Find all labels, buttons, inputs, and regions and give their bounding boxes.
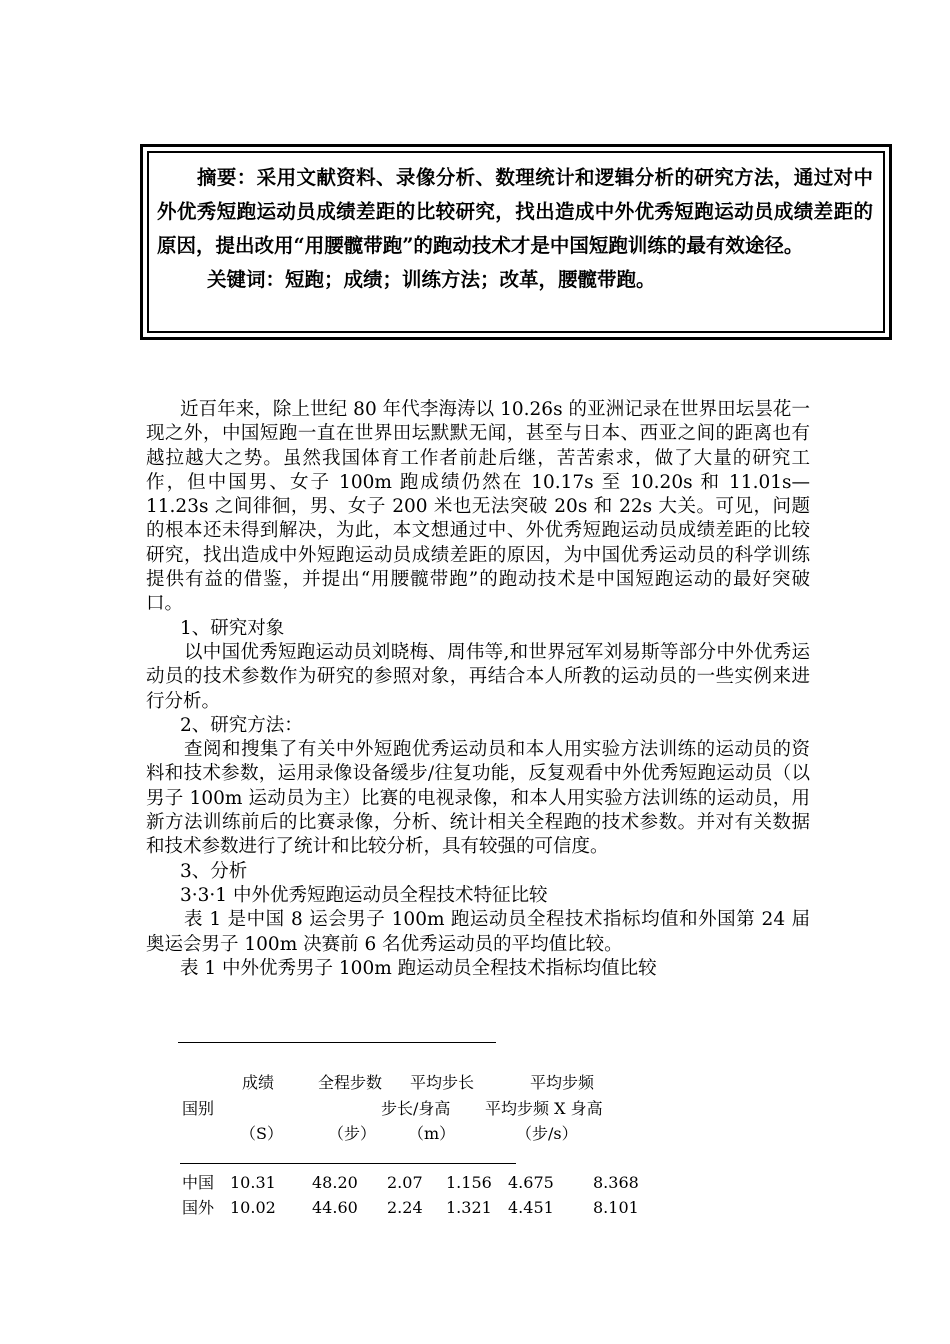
header-buchang: 平均步长	[410, 1073, 475, 1092]
header-chengji: 成绩	[242, 1073, 275, 1092]
unit-steps: （步）	[328, 1124, 377, 1143]
cell-time: 10.02	[230, 1198, 276, 1217]
section-1-heading: 1、研究对象	[180, 617, 285, 639]
cell-steps: 48.20	[312, 1173, 358, 1192]
section-3-1-heading: 3·3·1 中外优秀短跑运动员全程技术特征比较	[180, 884, 548, 906]
table-top-rule	[178, 1042, 496, 1043]
unit-steps-per-sec: （步/s）	[516, 1124, 578, 1143]
abstract-paragraph: 摘要：采用文献资料、录像分析、数理统计和逻辑分析的研究方法，通过对中外优秀短跑运动员成绩差距的比较研究，找出造成中外优秀短跑运动员成绩差距的原因，提出改用“用腰髋带跑”的跑动技术才是中国短跑训练的最有效途径。	[157, 166, 873, 257]
article-body	[146, 398, 810, 981]
cell-length-ratio: 1.156	[446, 1173, 492, 1192]
header-ratio-len: 步长/身高	[381, 1099, 451, 1118]
keywords-line: 关键词：短跑；成绩；训练方法；改革，腰髋带跑。	[207, 268, 656, 291]
cell-country: 国外	[182, 1198, 215, 1217]
header-bushu: 全程步数	[318, 1073, 383, 1092]
cell-length-ratio: 1.321	[446, 1198, 492, 1217]
section-2-heading: 2、研究方法：	[180, 714, 303, 736]
unit-seconds: （S）	[240, 1124, 283, 1143]
cell-step-length: 2.07	[387, 1173, 423, 1192]
intro-paragraph: 近百年来，除上世纪 80 年代李海涛以 10.26s 的亚洲记录在世界田坛昙花一现之外，中国短跑一直在世界田坛默默无闻，甚至与日本、西亚之间的距离也有越拉越大之势。虽然我国体育工作者前赴后继，苦苦索求，做了大量的研究工作，但中国男、女子 100m 跑成绩仍然在 10.17s 至 10.20s 和 11.01s—11.23s 之间徘徊，男、女子 200 米也无法突破 20s 和 22s 大关。可见，问题的根本还未得到解决，为此，本文想通过中、外优秀短跑运动员成绩差距的比较研究，找出造成中外短跑运动员成绩差距的原因，为中国优秀运动员的科学训练提供有益的借鉴，并提出“用腰髋带跑”的跑动技术是中国短跑运动的最好突破口。	[146, 399, 810, 615]
cell-step-length: 2.24	[387, 1198, 423, 1217]
section-1-paragraph: 以中国优秀短跑运动员刘晓梅、周伟等,和世界冠军刘易斯等部分中外优秀运动员的技术参数作为研究的参照对象，再结合本人所教的运动员的一些实例来进行分析。	[146, 641, 810, 712]
section-2-paragraph: 查阅和搜集了有关中外短跑优秀运动员和本人用实验方法训练的运动员的资料和技术参数，运用录像设备缓步/往复功能，反复观看中外优秀短跑运动员（以男子 100m 运动员为主）比赛的电视录像，和本人用实验方法训练的运动员，用新方法训练前后的比赛录像，分析、统计相关全程跑的技术参数。并对有关数据和技术参数进行了统计和比较分析，具有较强的可信度。	[146, 739, 810, 858]
table-mid-rule	[180, 1163, 516, 1164]
cell-freq-product: 8.368	[593, 1173, 639, 1192]
abstract-box	[140, 144, 892, 340]
unit-meters: （m）	[408, 1124, 456, 1143]
section-3-1-paragraph: 表 1 是中国 8 运会男子 100m 跑运动员全程技术指标均值和外国第 24 届奥运会男子 100m 决赛前 6 名优秀运动员的平均值比较。	[146, 909, 810, 955]
cell-frequency: 4.451	[508, 1198, 554, 1217]
header-guobie: 国别	[182, 1099, 215, 1118]
section-3-heading: 3、分析	[180, 860, 248, 882]
cell-country: 中国	[182, 1173, 215, 1192]
table-caption: 表 1 中外优秀男子 100m 跑运动员全程技术指标均值比较	[180, 957, 657, 979]
abstract-text-block	[157, 161, 873, 297]
cell-steps: 44.60	[312, 1198, 358, 1217]
cell-frequency: 4.675	[508, 1173, 554, 1192]
cell-freq-product: 8.101	[593, 1198, 639, 1217]
header-ratio-freq: 平均步频 X 身高	[485, 1099, 603, 1118]
cell-time: 10.31	[230, 1173, 276, 1192]
header-bupin: 平均步频	[530, 1073, 595, 1092]
